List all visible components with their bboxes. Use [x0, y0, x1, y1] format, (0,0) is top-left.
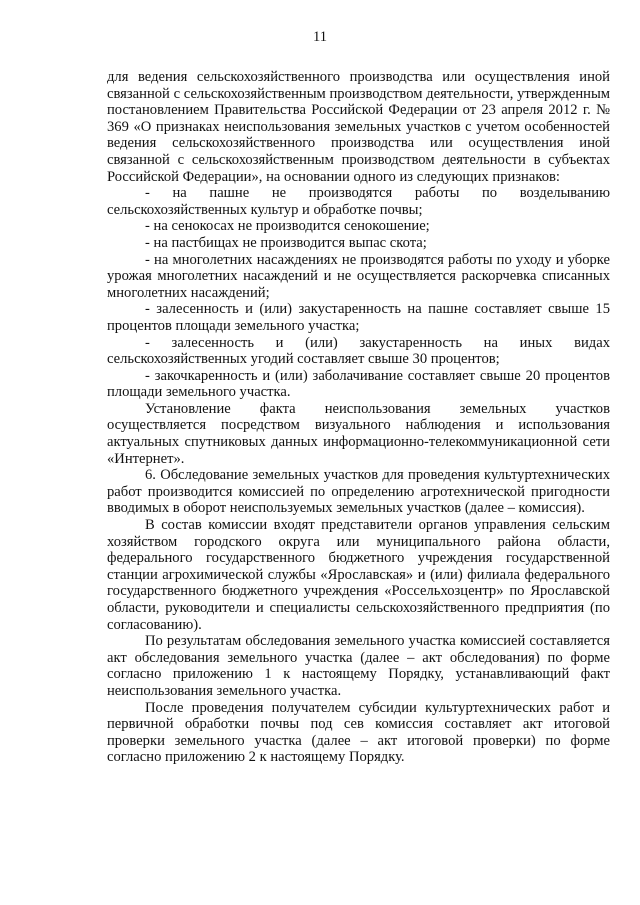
document-body: [107, 69, 610, 766]
list-item-hayfields: - на сенокосах не производится сенокошение;: [145, 218, 430, 235]
paragraph-intro: для ведения сельскохозяйственного производства или осуществления иной связанной с сельскохозяйственным производством деятельности, утвержденным постановлением Правительства Российской Федерации от 23 апреля 2012 г. № 369 «О признаках неиспользования земельных участков с учетом особенностей ведения сельскохозяйственного производства или осуществления иной связанной с сельскохозяйственным производством деятельности в субъектах Российской Федерации», на основании одного из следующих признаков:: [107, 69, 610, 185]
list-item-waterlogging: - закочкаренность и (или) заболачивание составляет свыше 20 процентов площади земельного участка.: [107, 367, 610, 401]
list-item-arable-overgrowth: - залесенность и (или) закустаренность на пашне составляет свыше 15 процентов площади земельного участка;: [107, 301, 610, 334]
paragraph-inspection-act: По результатам обследования земельного участка комиссией составляется акт обследования земельного участка (далее – акт обследования) по форме согласно приложению 1 к настоящему Порядку, устанавливающий факт неиспользования земельного участка.: [107, 633, 610, 699]
paragraph-commission: В состав комиссии входят представители органов управления сельским хозяйством городского округа или муниципального района области, федерального государственного бюджетного учреждения государственной станции агрохимической службы «Ярославская» и (или) филиала федерального государственного бюджетного учреждения «Россельхозцентр» по Ярославской области, руководители и специалисты сельскохозяйственного предприятия (по согласованию).: [107, 517, 610, 633]
paragraph-monitoring: Установление факта неиспользования земельных участков осуществляется посредством визуального наблюдения и использования актуальных спутниковых данных информационно-телекоммуникационной сети «Интернет».: [107, 400, 610, 467]
page-number: 11: [313, 29, 327, 45]
paragraph-final-act: После проведения получателем субсидии культуртехнических работ и первичной обработки почвы под сев комиссия составляет акт итоговой проверки земельного участка (далее – акт итоговой проверки) по форме согласно приложению 2 к настоящему Порядку.: [107, 699, 610, 766]
list-item-other-overgrowth: - залесенность и (или) закустаренность на иных видах сельскохозяйственных угодий составляет свыше 30 процентов;: [107, 334, 610, 368]
list-item-pastures: - на пастбищах не производится выпас скота;: [145, 234, 427, 251]
paragraph-section-6: 6. Обследование земельных участков для проведения культуртехнических работ производится комиссией по определению агротехнической пригодности вводимых в оборот неиспользуемых земельных участков (далее – комиссия).: [107, 467, 610, 517]
list-item-perennial: - на многолетних насаждениях не производятся работы по уходу и уборке урожая многолетних насаждений и не осуществляется раскорчевка списанных многолетних насаждений;: [107, 251, 610, 301]
list-item-arable: - на пашне не производятся работы по возделыванию сельскохозяйственных культур и обработке почвы;: [107, 185, 610, 218]
